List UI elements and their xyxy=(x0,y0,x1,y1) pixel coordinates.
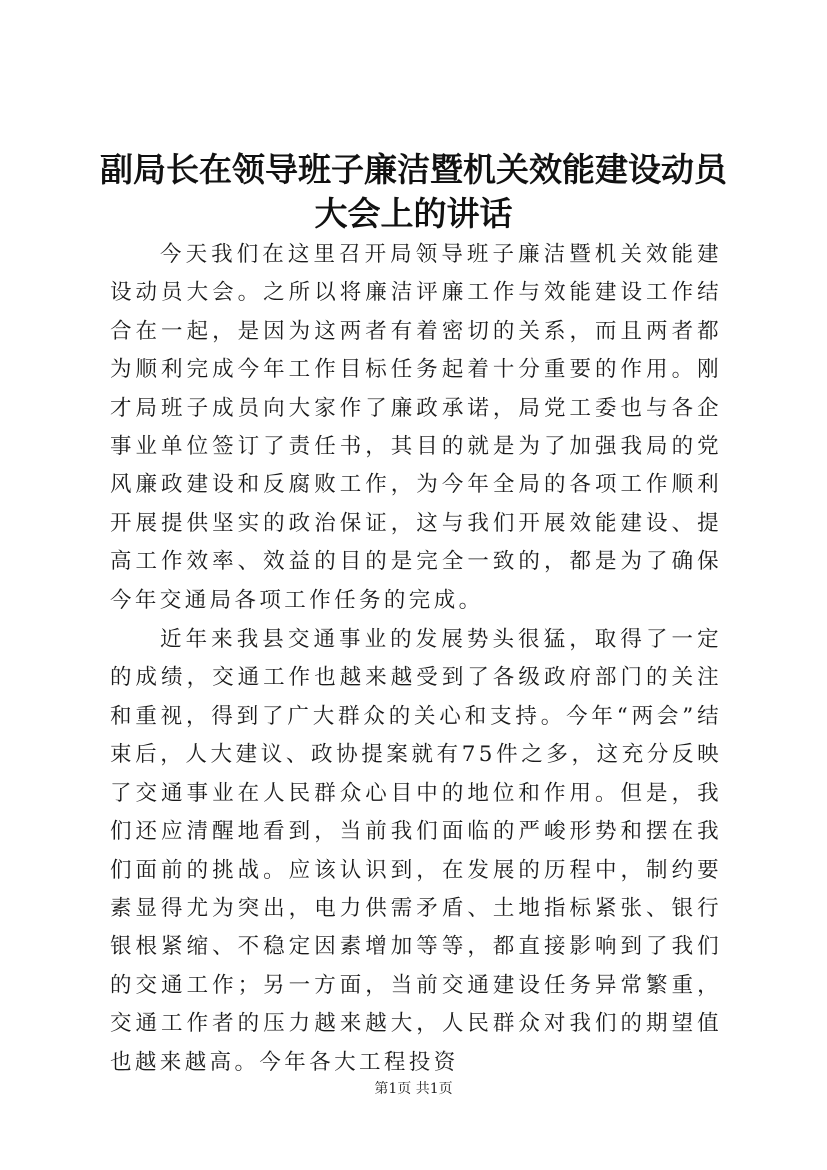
page-footer: 第1页 共1页 xyxy=(374,1081,453,1097)
document-title: 副局长在领导班子廉洁暨机关效能建设动员大会上的讲话 xyxy=(100,150,727,233)
document-body xyxy=(110,236,722,1083)
paragraph-2: 近年来我县交通事业的发展势头很猛，取得了一定的成绩，交通工作也越来越受到了各级政府部门的关注和重视，得到了广大群众的关心和支持。今年“两会”结束后，人大建议、政协提案就有75件之多，这充分反映了交通事业在人民群众心目中的地位和作用。但是，我们还应清醒地看到，当前我们面临的严峻形势和摆在我们面前的挑战。应该认识到，在发展的历程中，制约要素显得尤为突出，电力供需矛盾、土地指标紧张、银行银根紧缩、不稳定因素增加等等，都直接影响到了我们的交通工作；另一方面，当前交通建设任务异常繁重，交通工作者的压力越来越大，人民群众对我们的期望值也越来越高。今年各大工程投资 xyxy=(110,627,722,1075)
paragraph-1: 今天我们在这里召开局领导班子廉洁暨机关效能建设动员大会。之所以将廉洁评廉工作与效能建设工作结合在一起，是因为这两者有着密切的关系，而且两者都为顺利完成今年工作目标任务起着十分重要的作用。刚才局班子成员向大家作了廉政承诺，局党工委也与各企事业单位签订了责任书，其目的就是为了加强我局的党风廉政建设和反腐败工作，为今年全局的各项工作顺利开展提供坚实的政治保证，这与我们开展效能建设、提高工作效率、效益的目的是完全一致的，都是为了确保今年交通局各项工作任务的完成。 xyxy=(110,242,722,613)
